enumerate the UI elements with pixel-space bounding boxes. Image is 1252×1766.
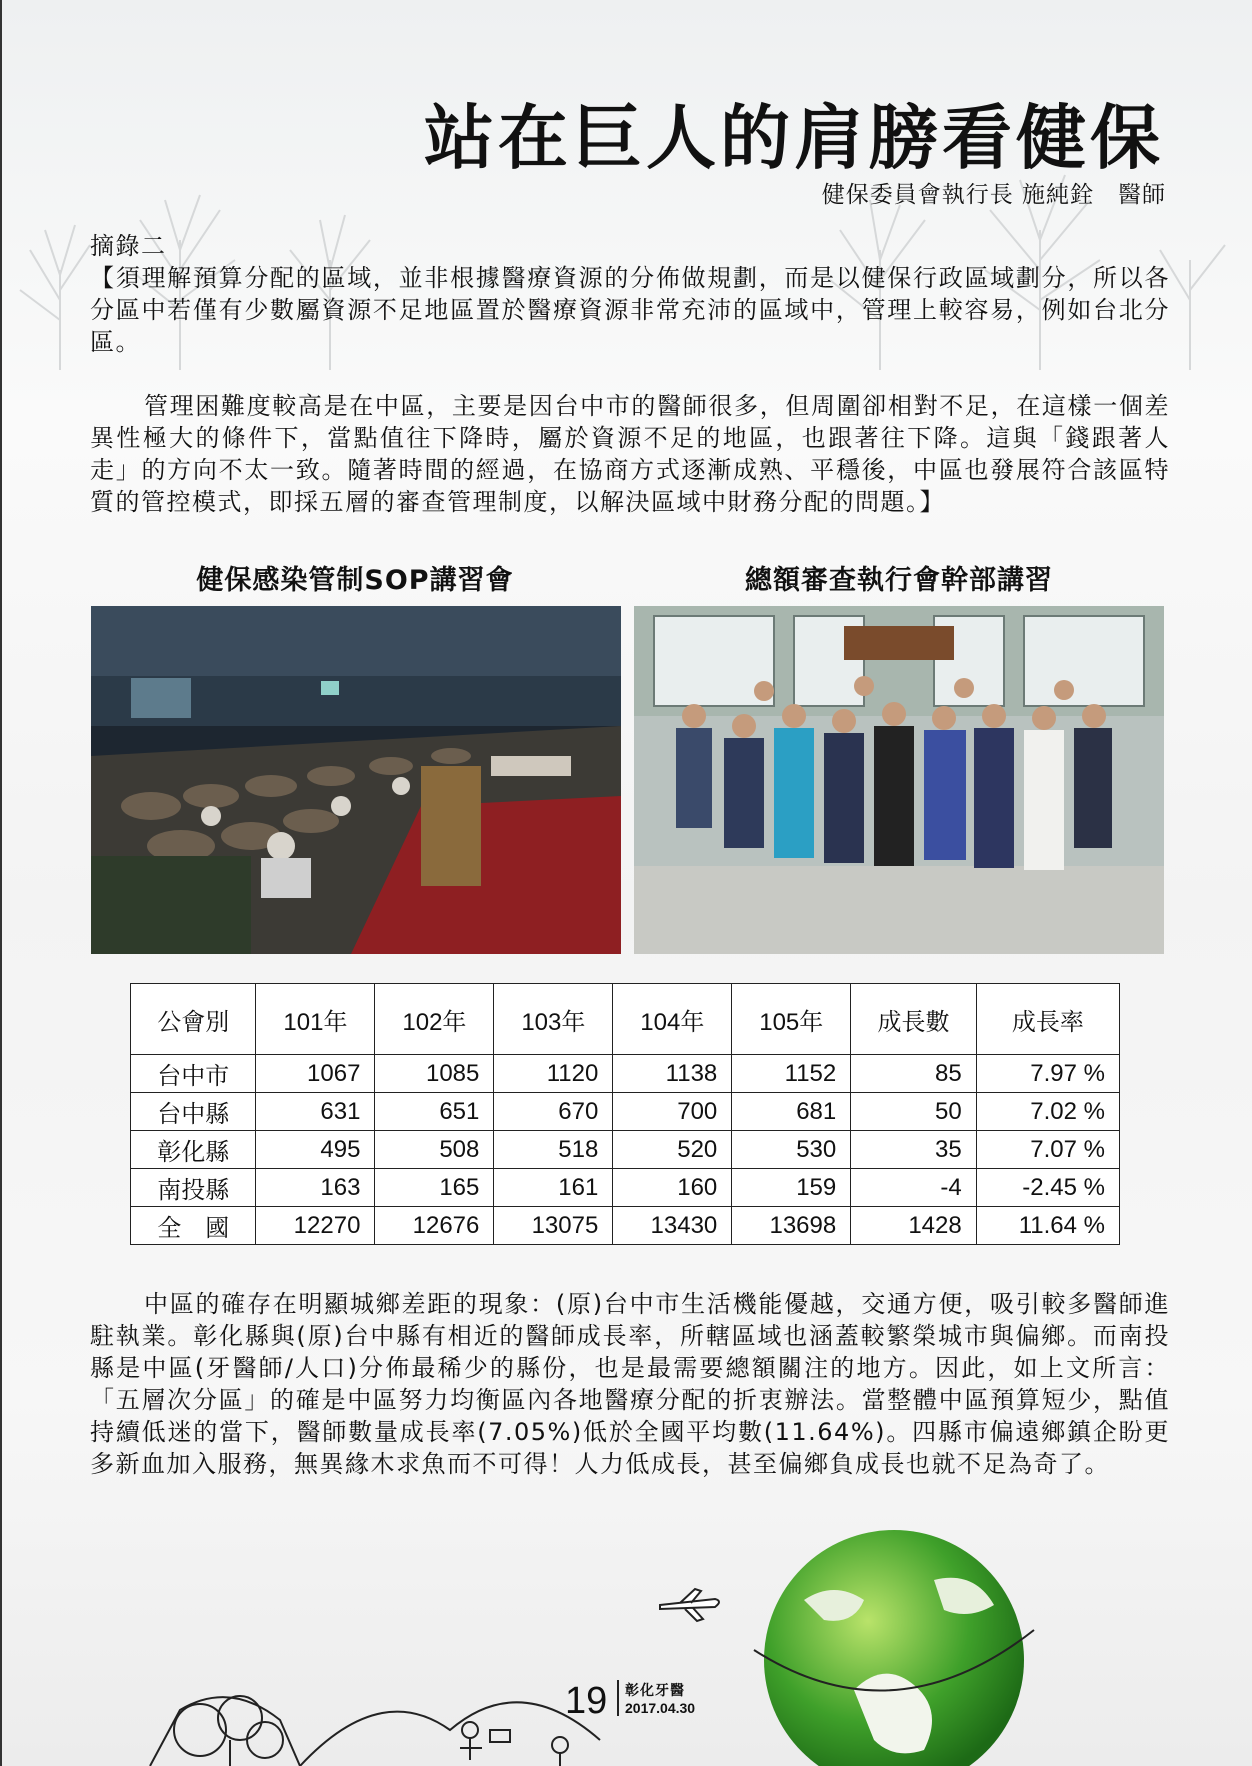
table-cell: 彰化縣 bbox=[131, 1131, 256, 1169]
table-cell: 13698 bbox=[732, 1207, 851, 1245]
table-row bbox=[131, 1131, 1120, 1169]
table-cell: 11.64 % bbox=[976, 1207, 1119, 1245]
table-cell: 160 bbox=[613, 1169, 732, 1207]
lecture-hall-photo bbox=[91, 606, 621, 954]
table-cell: 159 bbox=[732, 1169, 851, 1207]
table-cell: 12676 bbox=[375, 1207, 494, 1245]
magazine-masthead bbox=[617, 1680, 695, 1716]
issue-date: 2017.04.30 bbox=[625, 1700, 696, 1716]
dentist-growth-table bbox=[130, 983, 1120, 1245]
table-cell: 700 bbox=[613, 1093, 732, 1131]
header-cell: 成長率 bbox=[976, 984, 1119, 1055]
table-cell: 520 bbox=[613, 1131, 732, 1169]
table-cell: 台中市 bbox=[131, 1055, 256, 1093]
table-cell: 495 bbox=[256, 1131, 375, 1169]
table-row bbox=[131, 1055, 1120, 1093]
page-title: 站在巨人的肩膀看健保 bbox=[424, 97, 1164, 179]
header-cell: 成長數 bbox=[851, 984, 976, 1055]
table-row bbox=[131, 1169, 1120, 1207]
header-cell: 105年 bbox=[732, 984, 851, 1055]
table-cell: 7.07 % bbox=[976, 1131, 1119, 1169]
photo-caption-left: 健保感染管制SOP講習會 bbox=[196, 565, 514, 596]
table-cell: 35 bbox=[851, 1131, 976, 1169]
table-cell: 163 bbox=[256, 1169, 375, 1207]
table-cell: 1067 bbox=[256, 1055, 375, 1093]
table-cell: 台中縣 bbox=[131, 1093, 256, 1131]
header-cell: 104年 bbox=[613, 984, 732, 1055]
paragraph-3: 中區的確存在明顯城鄉差距的現象：(原)台中市生活機能優越，交通方便，吸引較多醫師進駐執業。彰化縣與(原)台中縣有相近的醫師成長率，所轄區域也涵蓋較繁榮城市與偏鄉。而南投縣是中區(牙醫師/人口)分佈最稀少的縣份，也是最需要總額關注的地方。因此，如上文所言：「五層次分區」的確是中區努力均衡區內各地醫療分配的折衷辦法。當整體中區預算短少，點值持續低迷的當下，醫師數量成長率(7.05%)低於全國平均數(11.64%)。四縣市偏遠鄉鎮企盼更多新血加入服務，無異緣木求魚而不可得！人力低成長，甚至偏鄉負成長也就不足為奇了。 bbox=[90, 1290, 1170, 1478]
airplane-icon bbox=[655, 1585, 725, 1625]
table-cell: 1428 bbox=[851, 1207, 976, 1245]
table-cell: 165 bbox=[375, 1169, 494, 1207]
table-row bbox=[131, 1207, 1120, 1245]
magazine-name: 彰化牙醫 bbox=[625, 1683, 685, 1699]
table-cell: 1085 bbox=[375, 1055, 494, 1093]
photo-caption-right: 總額審查執行會幹部講習 bbox=[745, 565, 1053, 596]
table-cell: 631 bbox=[256, 1093, 375, 1131]
paragraph-2: 管理困難度較高是在中區，主要是因台中市的醫師很多，但周圍卻相對不足，在這樣一個差異性極大的條件下，當點值往下降時，屬於資源不足的地區，也跟著往下降。這與「錢跟著人走」的方向不太一致。隨著時間的經過，在協商方式逐漸成熟、平穩後，中區也發展符合該區特質的管控模式，即採五層的審查管理制度，以解決區域中財務分配的問題。】 bbox=[90, 392, 1170, 516]
header-cell: 101年 bbox=[256, 984, 375, 1055]
green-globe-icon bbox=[744, 1510, 1044, 1766]
table-cell: 681 bbox=[732, 1093, 851, 1131]
table-cell: 50 bbox=[851, 1093, 976, 1131]
table-cell: 13075 bbox=[494, 1207, 613, 1245]
table-cell: 13430 bbox=[613, 1207, 732, 1245]
table-cell: -2.45 % bbox=[976, 1169, 1119, 1207]
group-photo bbox=[634, 606, 1164, 954]
table-cell: 1138 bbox=[613, 1055, 732, 1093]
table-cell: 530 bbox=[732, 1131, 851, 1169]
table-cell: 12270 bbox=[256, 1207, 375, 1245]
table-cell: 518 bbox=[494, 1131, 613, 1169]
table-cell: 全 國 bbox=[131, 1207, 256, 1245]
table-cell: 1120 bbox=[494, 1055, 613, 1093]
table-cell: 7.97 % bbox=[976, 1055, 1119, 1093]
header-cell: 103年 bbox=[494, 984, 613, 1055]
table-row bbox=[131, 1093, 1120, 1131]
table-cell: 南投縣 bbox=[131, 1169, 256, 1207]
table-cell: 670 bbox=[494, 1093, 613, 1131]
excerpt-label: 摘錄二 bbox=[90, 232, 167, 260]
table-cell: 85 bbox=[851, 1055, 976, 1093]
table-header-row bbox=[131, 984, 1120, 1055]
table-cell: 508 bbox=[375, 1131, 494, 1169]
header-cell: 102年 bbox=[375, 984, 494, 1055]
table-cell: 651 bbox=[375, 1093, 494, 1131]
table-cell: -4 bbox=[851, 1169, 976, 1207]
table-cell: 7.02 % bbox=[976, 1093, 1119, 1131]
paragraph-1: 【須理解預算分配的區域，並非根據醫療資源的分佈做規劃，而是以健保行政區域劃分，所以各分區中若僅有少數屬資源不足地區置於醫療資源非常充沛的區域中，管理上較容易，例如台北分區。 bbox=[90, 264, 1170, 356]
header-cell: 公會別 bbox=[131, 984, 256, 1055]
page-number: 19 bbox=[565, 1680, 608, 1722]
author-line: 健保委員會執行長 施純銓 醫師 bbox=[821, 182, 1166, 208]
table-cell: 1152 bbox=[732, 1055, 851, 1093]
table-cell: 161 bbox=[494, 1169, 613, 1207]
